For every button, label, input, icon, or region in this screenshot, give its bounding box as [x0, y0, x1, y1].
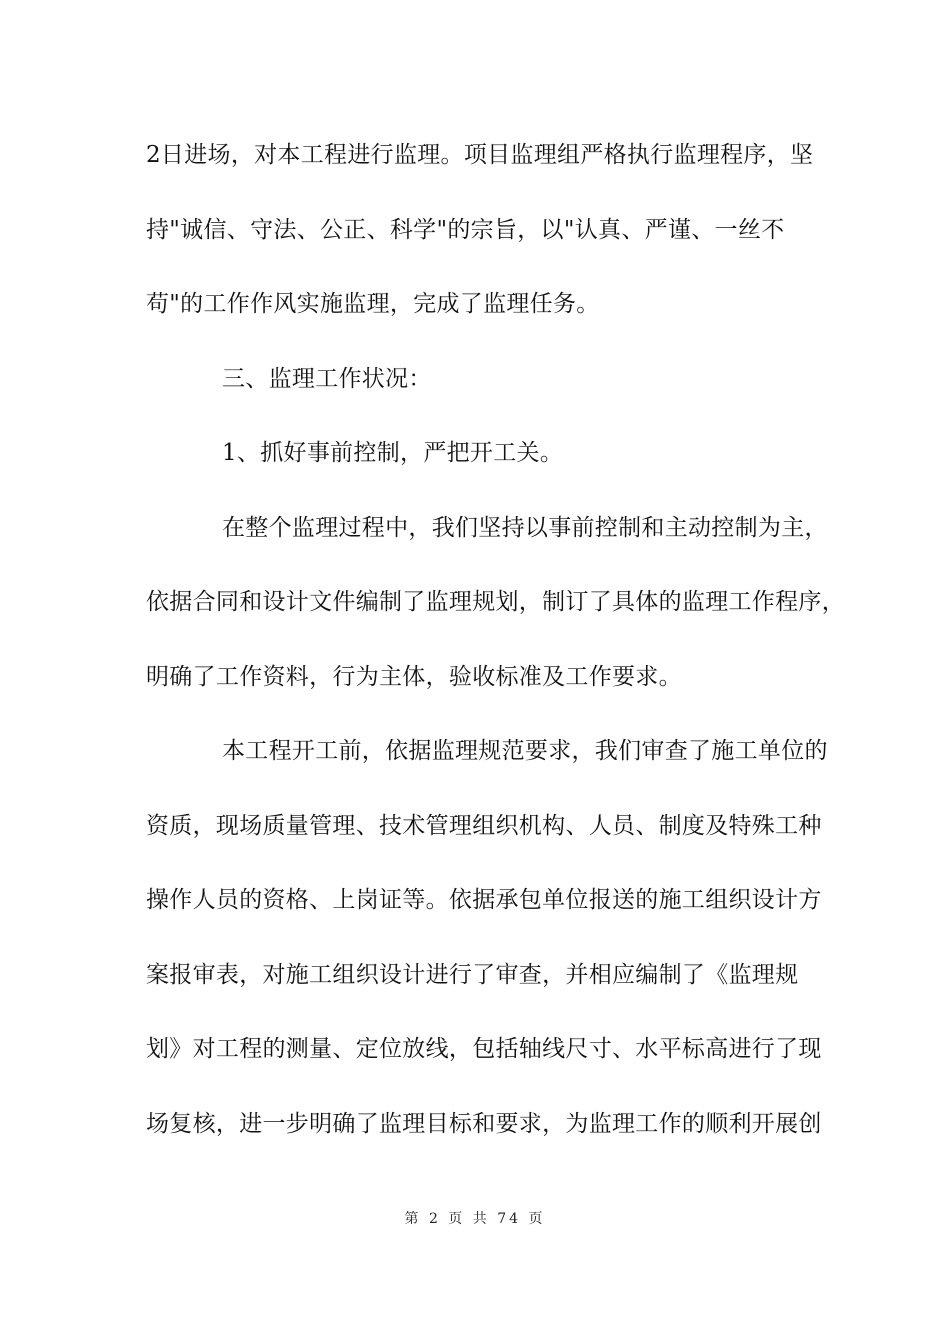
section-heading: 三、监理工作状况：: [222, 365, 432, 392]
text-line: 案报审表，对施工组织设计进行了审查，并相应编制了《监理规: [146, 961, 799, 988]
text-line: 场复核，进一步明确了监理目标和要求，为监理工作的顺利开展创: [146, 1110, 822, 1137]
text-line: 操作人员的资格、上岗证等。依据承包单位报送的施工组织设计方: [146, 887, 822, 913]
text-line: 明确了工作资料，行为主体，验收标准及工作要求。: [146, 663, 682, 690]
subsection-heading: 1、抓好事前控制，严把开工关。: [222, 440, 564, 466]
page-number-footer: 第 2 页 共 74 页: [404, 1211, 546, 1227]
body-text: [146, 130, 845, 1173]
text-line: 本工程开工前，依据监理规范要求，我们审查了施工单位的: [222, 738, 828, 764]
text-line: 资质，现场质量管理、技术管理组织机构、人员、制度及特殊工种: [146, 812, 822, 839]
text-line: 划》对工程的测量、定位放线，包括轴线尺寸、水平标高进行了现: [146, 1036, 822, 1062]
text-line: 依据合同和设计文件编制了监理规划，制订了具体的监理工作程序，: [146, 589, 845, 615]
text-line: 苟"的工作作风实施监理，完成了监理任务。: [146, 291, 600, 317]
text-line: 在整个监理过程中，我们坚持以事前控制和主动控制为主，: [222, 514, 828, 541]
text-line: 2日进场，对本工程进行监理。项目监理组严格执行监理程序，坚: [146, 142, 814, 168]
text-line: 持"诚信、守法、公正、科学"的宗旨，以"认真、严谨、一丝不: [146, 216, 785, 243]
